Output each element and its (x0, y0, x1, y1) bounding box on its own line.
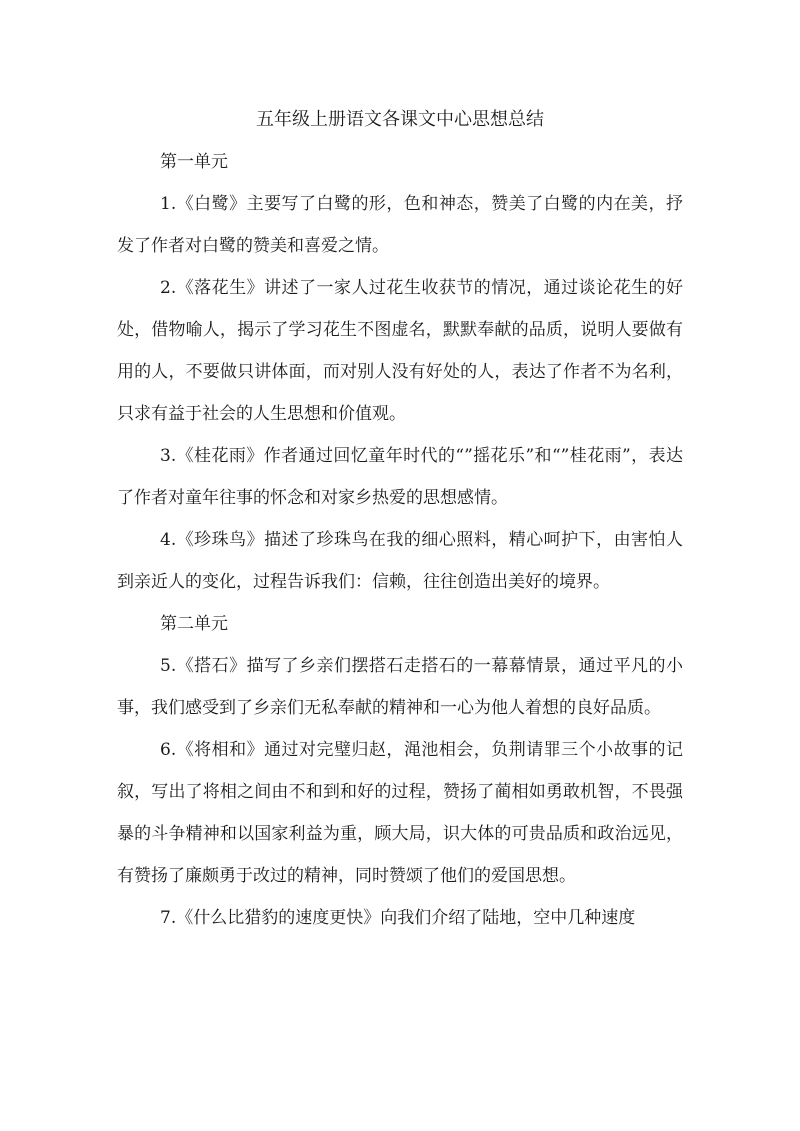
paragraph-4: 4.《珍珠鸟》描述了珍珠鸟在我的细心照料，精心呵护下，由害怕人到亲近人的变化，过程告诉我们：信赖，往往创造出美好的境界。 (117, 530, 683, 592)
paragraph-5: 5.《搭石》描写了乡亲们摆搭石走搭石的一幕幕情景，通过平凡的小事，我们感受到了乡亲们无私奉献的精神和一心为他人着想的良好品质。 (117, 656, 683, 718)
paragraph-6: 6.《将相和》通过对完璧归赵，渑池相会，负荆请罪三个小故事的记叙，写出了将相之间由不和到和好的过程，赞扬了蔺相如勇敢机智，不畏强暴的斗争精神和以国家利益为重，顾大局，识大体的可贵品质和政治远见，有赞扬了廉颇勇于改过的精神，同时赞颂了他们的爱国思想。 (117, 740, 683, 886)
document-title: 五年级上册语文各课文中心思想总结 (256, 109, 544, 130)
section-heading-unit-2: 第二单元 (160, 614, 228, 634)
paragraph-1: 1.《白鹭》主要写了白鹭的形，色和神态，赞美了白鹭的内在美，抒发了作者对白鹭的赞美和喜爱之情。 (117, 194, 683, 256)
paragraph-2: 2.《落花生》讲述了一家人过花生收获节的情况，通过谈论花生的好处，借物喻人，揭示了学习花生不图虚名，默默奉献的品质，说明人要做有用的人，不要做只讲体面，而对别人没有好处的人，表达了作者不为名利，只求有益于社会的人生思想和价值观。 (117, 278, 683, 424)
paragraph-3: 3.《桂花雨》作者通过回忆童年时代的“”摇花乐”和“”桂花雨”，表达了作者对童年往事的怀念和对家乡热爱的思想感情。 (117, 446, 683, 508)
document-body (117, 141, 683, 939)
paragraph-7: 7.《什么比猎豹的速度更快》向我们介绍了陆地，空中几种速度 (160, 908, 636, 928)
section-heading-unit-1: 第一单元 (160, 152, 228, 172)
